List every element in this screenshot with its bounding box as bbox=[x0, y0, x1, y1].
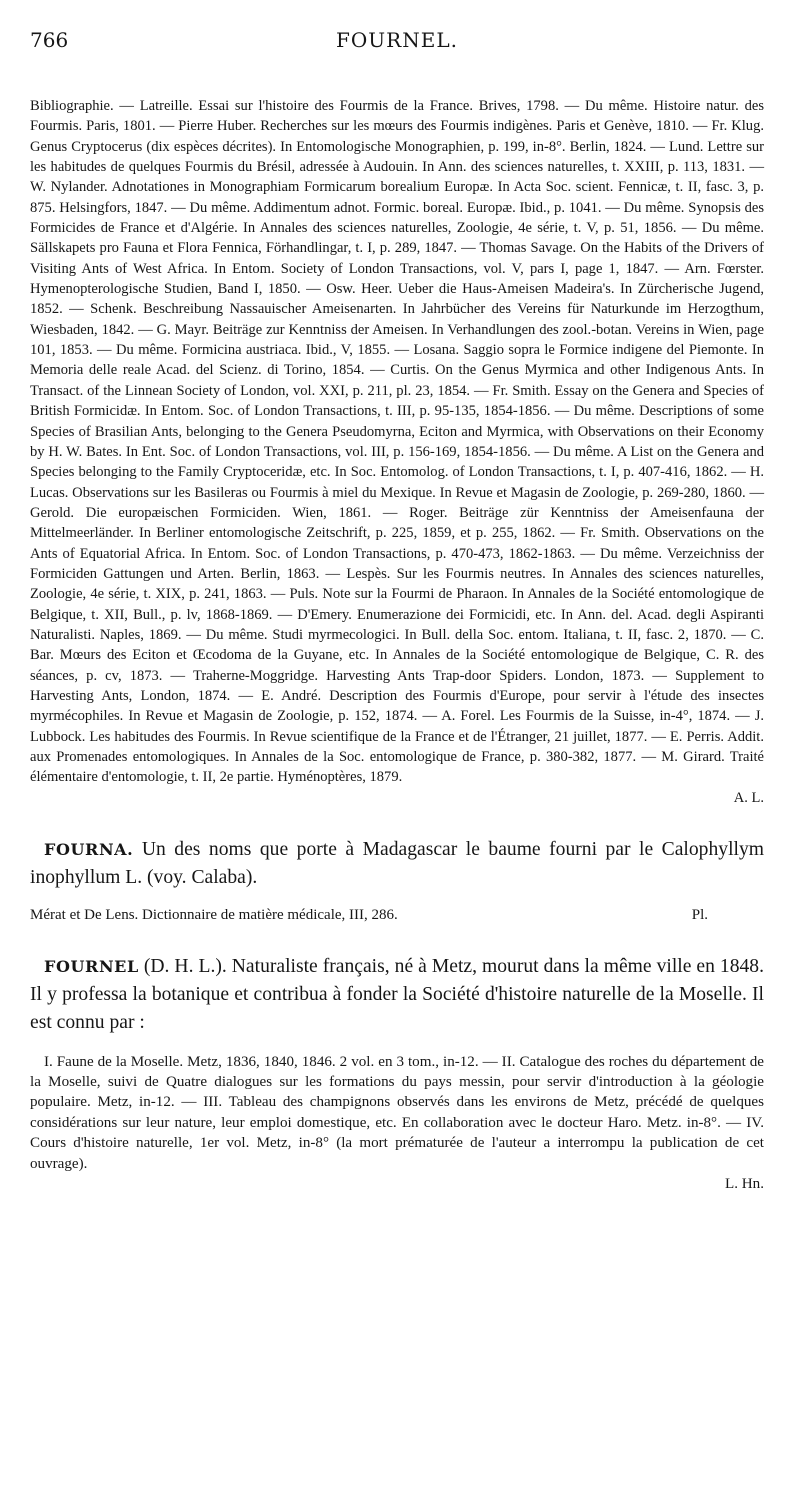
fourna-reference-line bbox=[30, 905, 764, 925]
fourna-definition: Un des noms que porte à Madagascar le baume fourni par le Calophyllym inophyllum L. (voy. Calaba). bbox=[30, 839, 764, 889]
page-header bbox=[30, 28, 764, 62]
fournel-signature: L. Hn. bbox=[725, 1175, 764, 1192]
bibliography-paragraph bbox=[30, 96, 764, 808]
fourna-signature: Pl. bbox=[691, 906, 708, 923]
fournel-works bbox=[30, 1052, 764, 1195]
entry-fournel bbox=[30, 953, 764, 1038]
fournel-biography: (D. H. L.). Naturaliste français, né à Metz, mourut dans la même ville en 1848. Il y professa la botanique et contribua à fonder la Société d'histoire naturelle de la Moselle. Il est connu par : bbox=[30, 955, 764, 1034]
fournel-works-text: I. Faune de la Moselle. Metz, 1836, 1840, 1846. 2 vol. en 3 tom., in-12. — II. Catalogue des roches du département de la Moselle, suivi de Quatre dialogues sur les formations du pays messin, pour servir d'introduction à la géologie populaire. Metz, in-12. — III. Tableau des champignons observés dans les environs de Metz, précédé de quelques considérations sur leur nature, leur emploi domestique, etc. En collaboration avec le docteur Haro. Metz. in-8°. — IV. Cours d'histoire naturelle, 1er vol. Metz, in-8° (la mort prématurée de l'auteur a interrompu la publication de cet ouvrage). bbox=[30, 1053, 764, 1172]
bibliography-signature: A. L. bbox=[733, 789, 764, 806]
page-number: 766 bbox=[30, 28, 69, 52]
headword-fournel: FOURNEL bbox=[44, 956, 139, 976]
fourna-reference: Mérat et De Lens. Dictionnaire de matière médicale, III, 286. bbox=[30, 906, 398, 923]
running-head: FOURNEL. bbox=[336, 28, 458, 52]
dictionary-page bbox=[30, 28, 764, 1488]
entry-fourna bbox=[30, 836, 764, 893]
bibliography-text: Bibliographie. — Latreille. Essai sur l'histoire des Fourmis de la France. Brives, 1798. — Du même. Histoire natur. des Fourmis. Paris, 1801. — Pierre Huber. Recherches sur les mœurs des Fourmis indigènes. Paris et Genève, 1810. — Fr. Klug. Genus Cryptocerus (dix espèces décrites). In Entomologische Monographien, p. 199, in-8°. Berlin, 1824. — Lund. Lettre sur les habitudes de quelques Fourmis du Brésil, adressée à Audouin. In Ann. des sciences naturelles, t. XXIII, p. 113, 1831. — W. Nylander. Adnotationes in Monographiam Formicarum borealium Europæ. In Acta Soc. scient. Fennicæ, t. II, fasc. 3, p. 875. Helsingfors, 1847. — Du même. Addimentum adnot. Formic. boreal. Europæ. Ibid., p. 1041. — Du même. Synopsis des Formicides de France et d'Algérie. In Annales des sciences naturelles, Zoologie, 4e série, t. V, p. 51, 1856. — Du même. Sällskapets pro Fauna et Flora Fennica, Förhandlingar, t. I, p. 289, 1847. — Thomas Savage. On the Habits of the Drivers of Visiting Ants of West Africa. In Entom. Society of London Transactions, vol. V, pars I, page 1, 1847. — Arn. Fœrster. Hymenopterologische Studien, Band I, 1850. — Osw. Heer. Ueber die Haus-Ameisen Madeira's. In Zürcherische Jugend, 1852. — Schenk. Beschreibung Nassauischer Ameisenarten. In Jahrbücher des Vereins für Naturkunde im Herzogthum, Wiesbaden, 1842. — G. Mayr. Beiträge zur Kenntniss der Ameisen. In Verhandlungen des zool.-botan. Vereins in Wien, page 101, 1853. — Du même. Formicina austriaca. Ibid., V, 1855. — Losana. Saggio sopra le Formice indigene del Piemonte. In Memoria delle reale Acad. del Scienz. di Torino, 1854. — Curtis. On the Genus Myrmica and other Indigenous Ants. In Transact. of the Linnean Society of London, vol. XXI, p. 211, pl. 23, 1854. — Fr. Smith. Essay on the Genera and Species of British Formicidæ. In Entom. Soc. of London Transactions, t. III, p. 95-135, 1854-1856. — Du même. Descriptions of some Species of Brasilian Ants, belonging to the Genera Pseudomyrna, Eciton and Myrmica, with Observations on their Economy by H. W. Bates. In Ent. Soc. of London Transactions, vol. III, p. 156-169, 1854-1856. — Du même. A List on the Genera and Species belonging to the Family Cryptoceridæ, etc. In Soc. Entomolog. of London Transactions, t. I, p. 407-416, 1862. — H. Lucas. Observations sur les Basileras ou Fourmis à miel du Mexique. In Revue et Magasin de Zoologie, p. 269-280, 1860. — Gerold. Die europæischen Formiciden. Wien, 1861. — Roger. Beiträge zür Kenntniss der Ameisenfauna der Mittelmeerländer. In Berliner entomologische Zeitschrift, p. 225, 1859, et p. 255, 1862. — Fr. Smith. Observations on the Ants of Equatorial Africa. In Entom. Soc. of London Transactions, p. 470-473, 1862-1863. — Du même. Verzeichniss der Formiciden Gattungen und Arten. Berlin, 1863. — Lespès. Sur les Fourmis neutres. In Annales des sciences naturelles, Zoologie, 4e série, t. XIX, p. 241, 1863. — Puls. Note sur la Fourmi de Pharaon. In Annales de la Société entomologique de Belgique, t. XII, Bull., p. lv, 1868-1869. — D'Emery. Enumerazione dei Formicidi, etc. In Ann. del. Acad. degli Aspiranti Naturalisti. Naples, 1869. — Du même. Studi myrmecologici. In Bull. della Soc. entom. Italiana, t. II, fasc. 2, 1870. — C. Bar. Mœurs des Eciton et Œcodoma de la Guyane, etc. In Annales de la Société entomologique de Belgique, C. R. des séances, p. cv, 1873. — Traherne-Moggridge. Harvesting Ants Trap-door Spiders. London, 1873. — Supplement to Harvesting Ants, London, 1874. — E. André. Description des Fourmis d'Europe, pour servir à l'étude des insectes myrmécophiles. In Revue et Magasin de Zoologie, p. 152, 1874. — A. Forel. Les Fourmis de la Suisse, in-4°, 1874. — J. Lubbock. Les habitudes des Fourmis. In Revue scientifique de la France et de l'Étranger, 21 juillet, 1877. — E. Perris. Addit. aux Promenades entomologiques. In Annales de la Soc. entomologique de France, p. 380-382, 1877. — M. Girard. Traité élémentaire d'entomologie, t. II, 2e partie. Hyménoptères, 1879. bbox=[30, 98, 764, 786]
headword-fourna: FOURNA. bbox=[44, 840, 134, 860]
